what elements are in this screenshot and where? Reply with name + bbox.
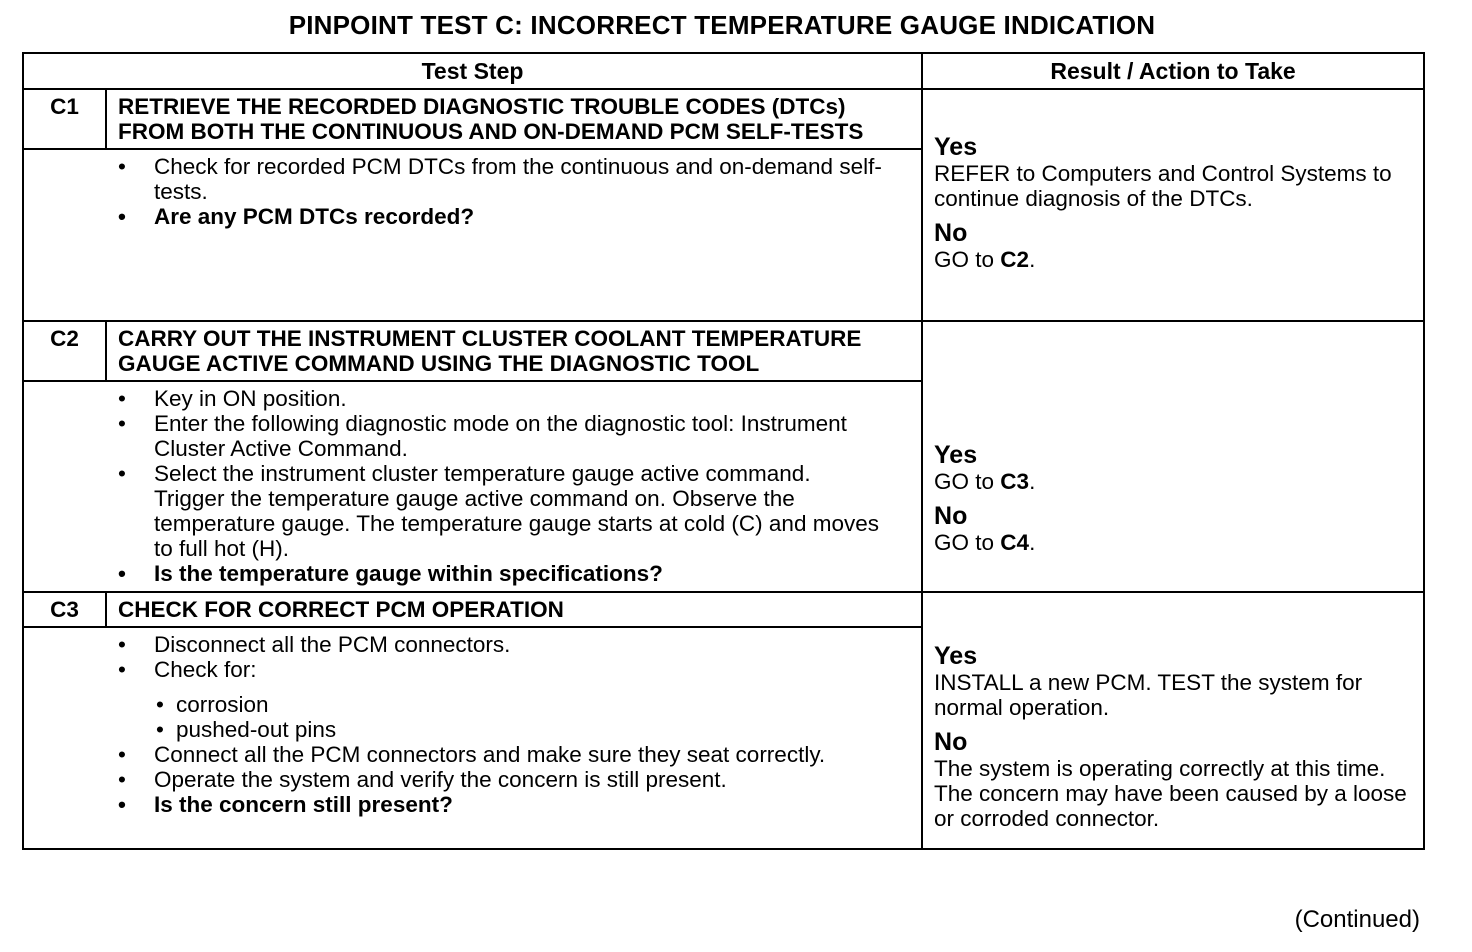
no-label: No <box>934 728 968 756</box>
yes-action <box>934 469 1417 494</box>
no-action-prefix: GO to <box>934 246 1001 272</box>
yes-action: INSTALL a new PCM. TEST the system for normal operation. <box>934 670 1363 720</box>
list-item-question: • Are any PCM DTCs recorded? <box>112 204 911 229</box>
yes-label: Yes <box>934 642 978 670</box>
step-heading: CARRY OUT THE INSTRUMENT CLUSTER COOLANT TEMPERATURE GAUGE ACTIVE COMMAND USING THE DIAGNOSTIC TOOL <box>106 321 922 381</box>
yes-action-prefix: GO to <box>934 468 1001 494</box>
no-label: No <box>934 218 968 247</box>
list-item: • Connect all the PCM connectors and make sure they seat correctly. <box>112 742 881 767</box>
yes-label: Yes <box>934 440 978 469</box>
step-c1-heading-row <box>23 89 1424 149</box>
step-c2-result <box>922 321 1424 592</box>
step-c2-body <box>23 381 922 592</box>
header-test-step: Test Step <box>23 53 922 89</box>
step-c3-heading-row <box>23 592 1424 627</box>
no-action-ref: C2 <box>1000 246 1030 272</box>
list-item: • Select the instrument cluster temperature gauge active command. Trigger the temperature gauge active command on. Observe the temperature gauge. The temperature gauge starts at cold (C) and moves to full hot (H). <box>112 461 881 561</box>
no-action: The system is operating correctly at this time. The concern may have been caused by a loose or corroded connector. <box>934 756 1407 831</box>
page-title: PINPOINT TEST C: INCORRECT TEMPERATURE GAUGE INDICATION <box>288 10 1156 40</box>
no-label: No <box>934 501 968 530</box>
no-action <box>934 530 1417 555</box>
step-bullets <box>112 386 881 586</box>
header-result-action: Result / Action to Take <box>922 53 1424 89</box>
list-item: • Check for recorded PCM DTCs from the continuous and on-demand self-tests. <box>112 154 911 204</box>
sub-bullets <box>154 692 881 742</box>
list-item-with-sublist <box>112 657 881 742</box>
no-action-ref: C4 <box>1000 529 1030 555</box>
sub-list-item: • corrosion <box>154 692 881 717</box>
yes-action-suffix: . <box>1029 468 1036 494</box>
step-c3-body <box>23 627 922 849</box>
step-bullets <box>112 154 911 229</box>
list-item: • Enter the following diagnostic mode on the diagnostic tool: Instrument Cluster Active Command. <box>112 411 881 461</box>
yes-action: REFER to Computers and Control Systems to continue diagnosis of the DTCs. <box>934 160 1392 211</box>
no-action-suffix: . <box>1029 246 1036 272</box>
step-c3-result <box>922 592 1424 849</box>
list-item-question: • Is the concern still present? <box>112 792 881 817</box>
step-heading: RETRIEVE THE RECORDED DIAGNOSTIC TROUBLE CODES (DTCs) FROM BOTH THE CONTINUOUS AND ON-DEMAND PCM SELF-TESTS <box>106 89 922 149</box>
list-item-question: • Is the temperature gauge within specifications? <box>112 561 881 586</box>
no-action <box>934 247 1417 272</box>
step-code: C2 <box>23 321 106 381</box>
list-item: • Disconnect all the PCM connectors. <box>112 632 881 657</box>
step-heading: CHECK FOR CORRECT PCM OPERATION <box>106 592 922 627</box>
step-bullets <box>112 632 881 817</box>
step-c2-heading-row <box>23 321 1424 381</box>
list-item: • Operate the system and verify the concern is still present. <box>112 767 881 792</box>
yes-label: Yes <box>934 132 978 161</box>
sub-list-item: • pushed-out pins <box>154 717 881 742</box>
no-action-prefix: GO to <box>934 529 1001 555</box>
table-header-row <box>23 53 1424 89</box>
list-item: • Key in ON position. <box>112 386 881 411</box>
step-c1-result <box>922 89 1424 321</box>
step-c1-body <box>23 149 922 321</box>
step-code: C3 <box>23 592 106 627</box>
continued-note: (Continued) <box>1294 906 1420 933</box>
step-code: C1 <box>23 89 106 149</box>
yes-action-ref: C3 <box>1000 468 1030 494</box>
no-action-suffix: . <box>1029 529 1036 555</box>
list-item-label: Check for: <box>154 657 257 682</box>
pinpoint-test-table <box>22 52 1425 850</box>
